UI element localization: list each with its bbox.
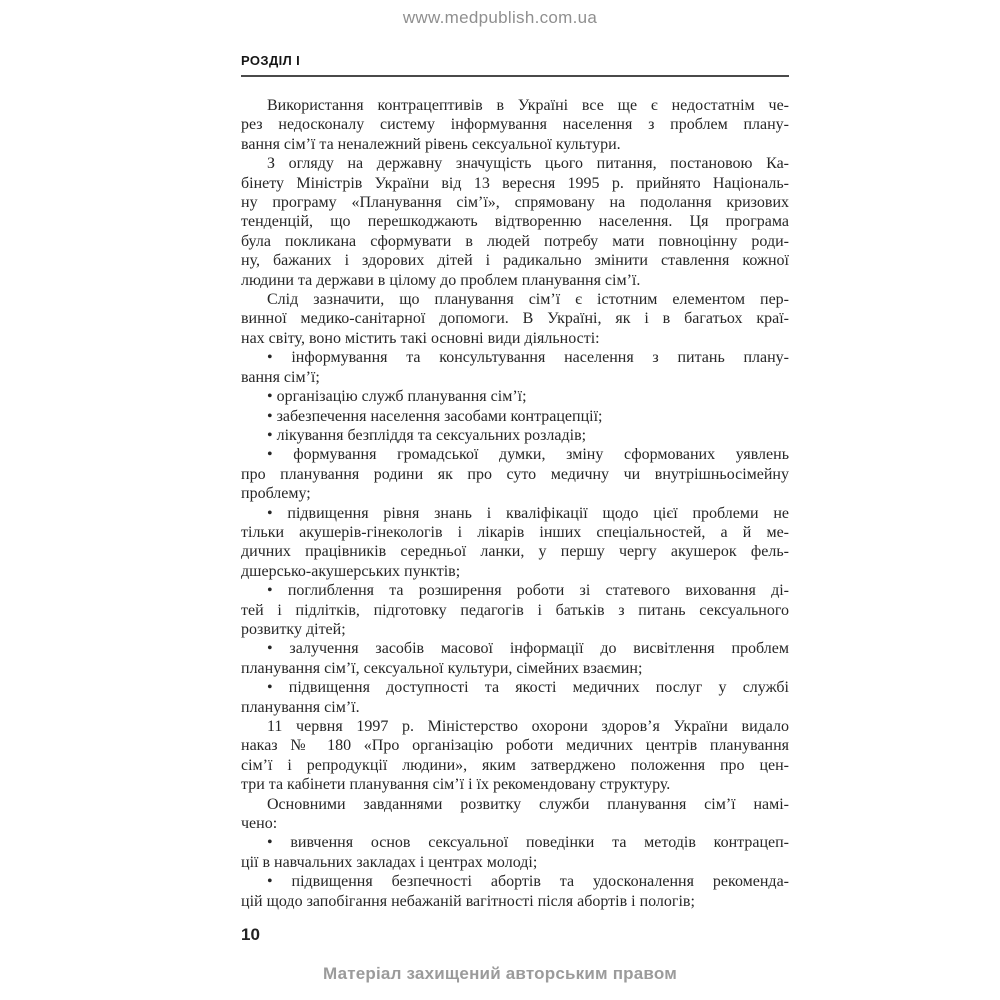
text-line: • підвищення рівня знань і кваліфікації щодо цієї проблеми не	[267, 504, 789, 522]
text-line: вання сім’ї;	[241, 368, 320, 386]
paragraph	[241, 290, 789, 348]
bullet-item	[241, 445, 789, 503]
text-line: про планування родини як про суто медичну чи внутрішньосімейну	[241, 465, 789, 483]
text-line: Основними завданнями розвитку служби планування сім’ї намі-	[267, 795, 789, 813]
text-line: була покликана сформувати в людей потребу мати повноцінну роди-	[241, 232, 789, 250]
text-line: • формування громадської думки, зміну сформованих уявлень	[267, 446, 789, 464]
bullet-item	[241, 639, 789, 678]
text-line: дичних працівників середньої ланки, у першу чергу акушерок фель-	[241, 543, 789, 561]
text-line: дшерсько-акушерських пунктів;	[241, 562, 461, 580]
text-line: • інформування та консультування населення з питань плану-	[267, 349, 789, 367]
site-watermark: www.medpublish.com.ua	[402, 8, 598, 27]
text-line: • підвищення доступності та якості медичних послуг у службі	[267, 679, 789, 697]
text-line: тенденцій, що перешкоджають відтворенню населення. Ця програма	[241, 213, 789, 231]
text-line: планування сім’ї, сексуальної культури, сімейних взаємин;	[241, 659, 643, 677]
paragraph	[241, 154, 789, 290]
text-line: ції в навчальних закладах і центрах молоді;	[241, 853, 538, 871]
text-line: ну, бажаних і здорових дітей і радикально змінити ставлення кожної	[241, 252, 789, 270]
text-line: планування сім’ї.	[241, 698, 360, 716]
text-line: З огляду на державну значущість цього питання, постановою Ка-	[267, 155, 789, 173]
text-line: тільки акушерів-гінекологів і лікарів інших спеціальностей, а й ме-	[241, 523, 789, 541]
text-line: розвитку дітей;	[241, 620, 346, 638]
text-line: нах світу, воно містить такі основні види діяльності:	[241, 329, 600, 347]
text-line: • підвищення безпечності абортів та удосконалення рекоменда-	[267, 873, 789, 891]
text-line: • забезпечення населення засобами контрацепції;	[267, 407, 603, 425]
text-line: • залучення засобів масової інформації до висвітлення проблем	[267, 640, 789, 658]
page-body	[241, 96, 789, 911]
text-line: три та кабінети планування сім’ї і їх рекомендовану структуру.	[241, 776, 671, 794]
text-line: чено:	[241, 815, 278, 833]
text-line: Слід зазначити, що планування сім’ї є істотним елементом пер-	[267, 291, 789, 309]
bullet-item	[241, 872, 789, 911]
text-line: проблему;	[241, 485, 311, 503]
bullet-item	[241, 678, 789, 717]
page-number: 10	[241, 925, 260, 944]
bullet-item	[241, 833, 789, 872]
bullet-item	[241, 581, 789, 639]
bullet-item	[241, 407, 789, 426]
text-line: • вивчення основ сексуальної поведінки та методів контрацеп-	[267, 834, 789, 852]
text-line: 11 червня 1997 р. Міністерство охорони здоров’я України видало	[267, 718, 789, 735]
text-line: бінету Міністрів України від 13 вересня 1995 р. прийнято Національ-	[241, 174, 789, 192]
chapter-rule-divider	[241, 75, 789, 77]
paragraph	[241, 717, 789, 795]
paragraph	[241, 96, 789, 154]
text-line: вання сім’ї та неналежний рівень сексуальної культури.	[241, 135, 621, 153]
bullet-item	[241, 348, 789, 387]
bullet-item	[241, 426, 789, 445]
text-line: людини та держави в цілому до проблем планування сім’ї.	[241, 271, 641, 289]
paragraph	[241, 795, 789, 834]
text-line: сім’ї і репродукції людини», яким затверджено положення про цен-	[241, 756, 789, 774]
text-line: • лікування безпліддя та сексуальних розладів;	[267, 426, 587, 444]
text-line: наказ № 180 «Про організацію роботи медичних центрів планування	[241, 737, 789, 755]
bullet-item	[241, 504, 789, 582]
bullet-item	[241, 387, 789, 406]
copyright-notice: Матеріал захищений авторським правом	[323, 964, 677, 983]
text-line: • поглиблення та розширення роботи зі статевого виховання ді-	[267, 582, 789, 600]
chapter-heading: РОЗДІЛ І	[241, 53, 301, 68]
text-line: тей і підлітків, підготовку педагогів і батьків з питань сексуального	[241, 601, 789, 619]
text-line: ну програму «Планування сім’ї», спрямовану на подолання кризових	[241, 194, 789, 212]
text-line: Використання контрацептивів в Україні все ще є недостатнім че-	[267, 97, 789, 114]
text-line: • організацію служб планування сім’ї;	[267, 388, 527, 406]
text-line: цій щодо запобігання небажаній вагітності після абортів і пологів;	[241, 892, 695, 910]
text-line: рез недосконалу систему інформування населення з проблем плану-	[241, 116, 789, 134]
text-line: винної медико-санітарної допомоги. В Україні, як і в багатьох краї-	[241, 310, 789, 328]
